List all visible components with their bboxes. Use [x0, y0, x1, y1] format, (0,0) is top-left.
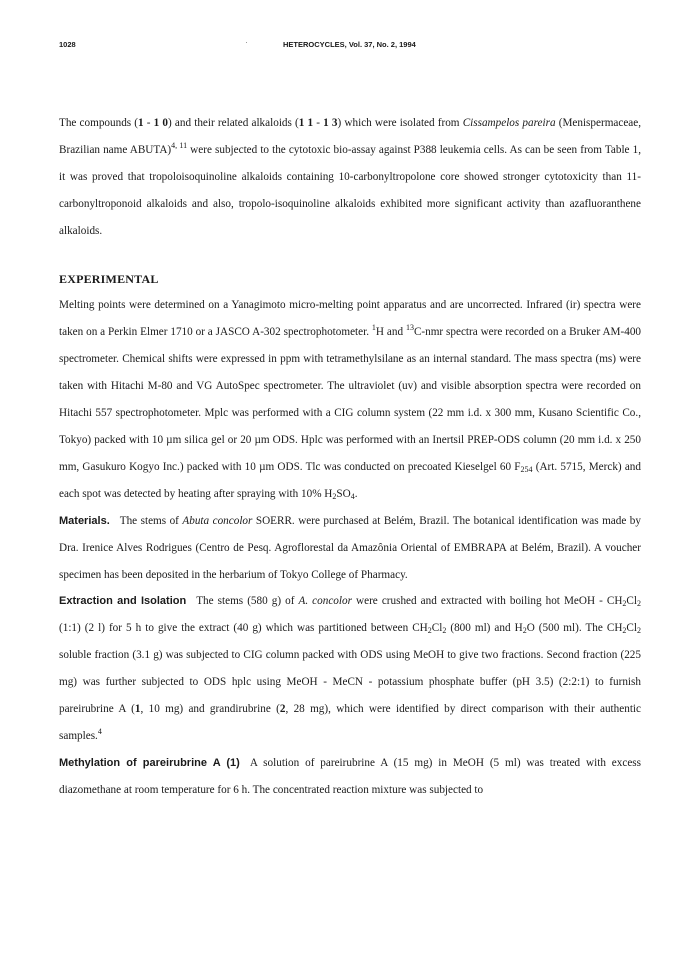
species-name: A. concolor: [298, 595, 352, 608]
extraction-paragraph: [59, 588, 641, 749]
text-run: ) and their related alkaloids (: [168, 117, 299, 129]
text-run: H and: [375, 326, 406, 339]
text-run: soluble fraction (3.1 g) was subjected to CIG column packed with ODS using MeOH to give two fractions. Second fraction (225 mg) was further subjected to ODS hplc using MeOH - MeCN - potassium phosphate buffer (pH 3.5) (2:2:1) to furnish pareirubrine A (: [59, 649, 641, 716]
page-number: 1028: [59, 40, 76, 49]
subscript: 254: [520, 464, 533, 474]
journal-title: HETEROCYCLES, Vol. 37, No. 2, 1994: [283, 40, 416, 49]
compound-number: 1 3: [323, 117, 338, 129]
text-run: -: [143, 117, 154, 129]
subscript: 2: [637, 599, 641, 609]
text-run: ) which were isolated from: [337, 117, 463, 129]
subscript: 2: [442, 626, 447, 636]
reference-superscript: 4: [97, 726, 102, 736]
running-header: [59, 40, 636, 54]
text-run: -: [313, 117, 324, 129]
compound-number: 1 1: [298, 117, 314, 129]
text-run: O (500 ml). The CH: [526, 622, 623, 635]
text-run: (Menispermaceae, Brazilian name ABUTA): [59, 117, 642, 156]
text-run: SO: [336, 487, 351, 500]
compound-number: 2: [279, 703, 286, 716]
text-run: Cl: [626, 595, 637, 608]
text-run: , 10 mg) and grandirubrine (: [140, 703, 280, 716]
section-title-experimental: EXPERIMENTAL: [59, 271, 159, 286]
text-run: C-nmr spectra were recorded on a Bruker AM-400 spectrometer. Chemical shifts were expressed in ppm with tetramethylsilane as an internal standard. The mass spectra (ms) were taken with Hitachi M-80 and VG AutoSpec spectrometer. The ultraviolet (uv) and visible absorption spectra were recorded on Hitachi 557 spectrophotometer. Mplc was performed with a CIG column system (22 mm i.d. x 300 mm, Kusano Scientific Co., Tokyo) packed with 10 µm silica gel or 20 µm ODS. Hplc was performed with an Inertsil PREP-ODS column (20 mm i.d. x 250 mm, Gasukuro Kogyo Inc.) packed with 10 µm ODS. Tlc was conducted on precoated Kieselgel 60 F: [59, 326, 642, 473]
compound-number: 1: [134, 703, 141, 716]
text-run: The stems (580 g) of: [196, 595, 299, 608]
extraction-heading: Extraction and Isolation: [59, 595, 187, 608]
text-run: Cl: [431, 622, 443, 635]
reference-superscript: 4, 11: [171, 140, 188, 150]
text-run: were crushed and extracted with boiling hot MeOH - CH: [351, 595, 623, 608]
intro-paragraph: [59, 110, 641, 245]
body-text: [59, 110, 641, 804]
text-run: SOERR. were purchased at Belém, Brazil. The botanical identification was made by Dra. Irenice Alves Rodrigues (Centro de Pesq. Agroflorestal da Amazônia Oriental of EMBRAPA at Belém, Brazil). A voucher specimen has been deposited in the herbarium of Tokyo College of Pharmacy.: [59, 514, 641, 581]
text-run: .: [354, 487, 358, 500]
experimental-paragraph: [59, 292, 641, 507]
methylation-heading: Methylation of pareirubrine A (1): [59, 756, 240, 769]
subscript: 2: [622, 626, 627, 636]
species-name: Abuta concolor: [182, 514, 253, 527]
text-run: , 28 mg), which were identified by direct comparison with their authentic samples.: [59, 703, 642, 742]
text-run: (Art. 5715, Merck) and each spot was detected by heating after spraying with 10% H: [59, 460, 641, 500]
isotope-superscript: 13: [405, 323, 414, 333]
subscript: 2: [622, 599, 627, 609]
subscript: 2: [332, 491, 337, 501]
section-gap: [59, 245, 641, 266]
text-run: were subjected to the cytotoxic bio-assay against P388 leukemia cells. As can be seen from Table 1, it was proved that tropoloisoquinoline alkaloids containing 10-carbonyltropolone core showed stronger cytotoxicity than 11-carbonyltroponoid alkaloids and also, tropolo-isoquinoline alkaloids exhibited more significant activity than azafluoranthene alkaloids.: [59, 143, 641, 237]
compound-number: 1 0: [153, 117, 169, 129]
methylation-paragraph: [59, 750, 641, 804]
text-run: Melting points were determined on a Yanagimoto micro-melting point apparatus and are uncorrected. Infrared (ir) spectra were taken on a Perkin Elmer 1710 or a JASCO A-302 spectrophotometer.: [59, 299, 641, 339]
subscript: 2: [522, 626, 527, 636]
text-run: (800 ml) and H: [446, 622, 523, 635]
text-run: The stems of: [119, 514, 183, 527]
text-run: A solution of pareirubrine A (15 mg) in MeOH (5 ml) was treated with excess diazomethane at room temperature for 6 h. The concentrated reaction mixture was subjected to: [59, 756, 641, 796]
text-run: Cl: [626, 622, 637, 635]
materials-paragraph: [59, 508, 641, 589]
subscript: 2: [637, 626, 641, 636]
materials-heading: Materials.: [59, 514, 110, 527]
text-run: (1:1) (2 l) for 5 h to give the extract (40 g) which was partitioned between CH: [59, 622, 428, 635]
subscript: 2: [427, 626, 432, 636]
subscript: 4: [350, 491, 355, 501]
text-run: The compounds (: [59, 117, 139, 129]
header-dot: [246, 42, 247, 43]
isotope-superscript: 1: [371, 323, 376, 333]
species-name: Cissampelos pareira: [462, 117, 556, 129]
compound-number: 1: [138, 117, 144, 129]
